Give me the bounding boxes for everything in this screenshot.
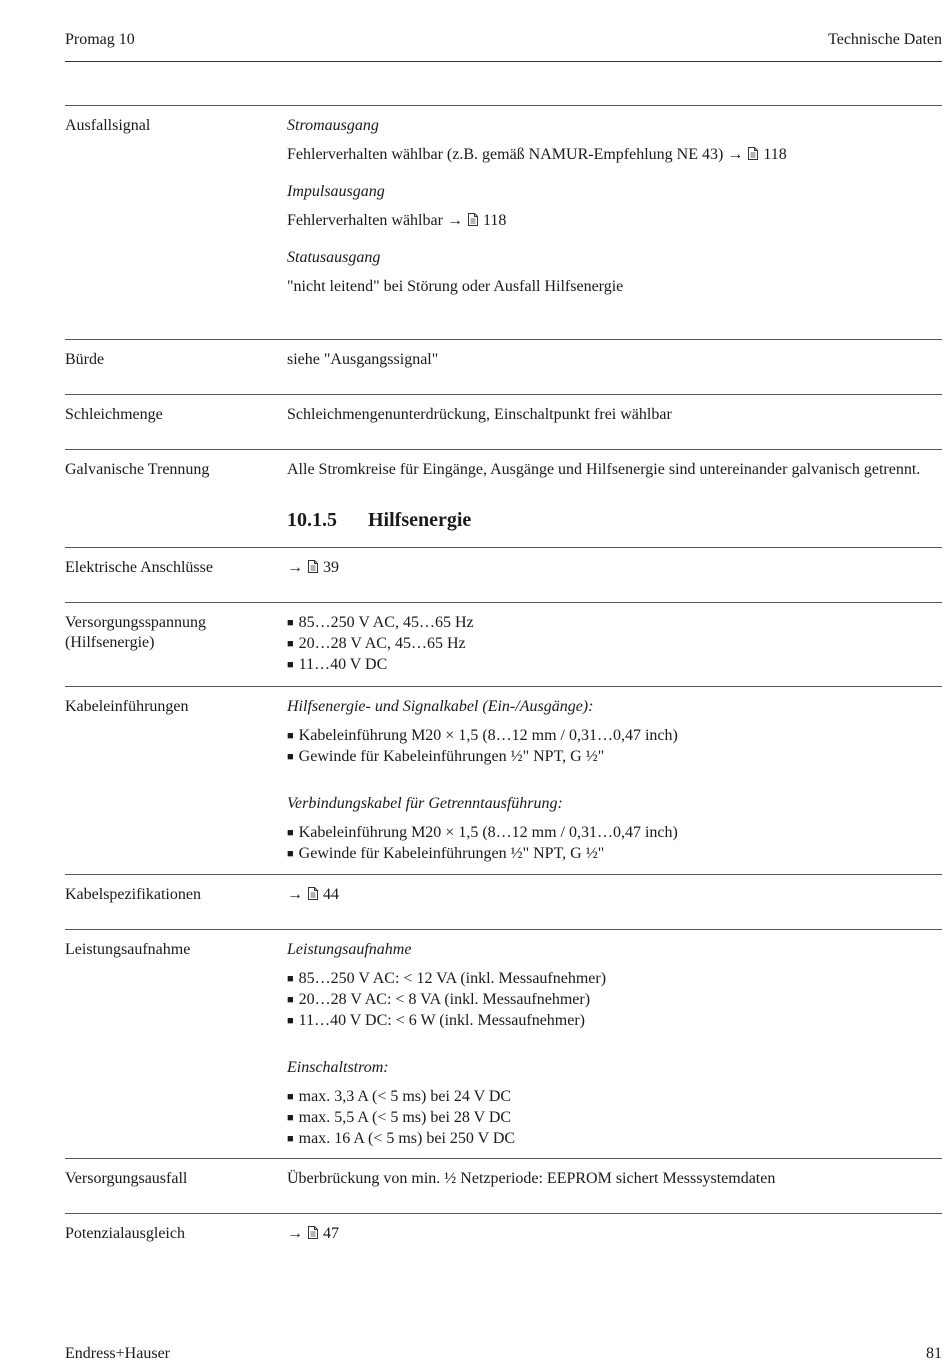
row-value: Schleichmengenunterdrückung, Einschaltpunkt frei wählbar [287,406,672,423]
row-label: Potenzialausgleich [65,1225,185,1242]
text-line: Fehlerverhalten wählbar → 118 [287,212,507,229]
row-value [287,558,942,578]
row-elektrische-anschluesse [65,547,942,576]
section-heading [287,509,471,532]
page-icon [748,147,758,160]
row-value [287,940,942,1150]
row-value: Überbrückung von min. ½ Netzperiode: EEPROM sichert Messsystemdaten [287,1170,776,1187]
list-item: ■ max. 3,3 A (< 5 ms) bei 24 V DC [287,1087,942,1108]
list-item: ■ 20…28 V AC: < 8 VA (inkl. Messaufnehmer) [287,990,942,1011]
row-kabelspezifikationen [65,874,942,903]
row-label: Versorgungsausfall [65,1170,188,1187]
row-label: Kabeleinführungen [65,698,189,715]
row-value: Alle Stromkreise für Eingänge, Ausgänge und Hilfsenergie sind untereinander galvanisch getrennt. [287,461,921,478]
subheading: Verbindungskabel für Getrenntausführung: [287,795,563,812]
list-item: ■ 11…40 V DC [287,655,942,676]
section-title: Hilfsenergie [368,509,472,531]
row-label: Elektrische Anschlüsse [65,559,213,576]
row-value [287,613,942,676]
page-icon [468,213,478,226]
page-reference[interactable]: → 39 [287,559,339,576]
row-potenzialausgleich [65,1213,942,1242]
list-item: ■ 20…28 V AC, 45…65 Hz [287,634,942,655]
text-line: Fehlerverhalten wählbar (z.B. gemäß NAMUR-Empfehlung NE 43) → 118 [287,146,787,163]
row-schleichmenge [65,394,942,423]
footer-brand: Endress+Hauser [65,1345,170,1362]
subheading: Stromausgang [287,117,379,134]
page-reference[interactable]: → 118 [727,146,787,163]
row-value: siehe "Ausgangssignal" [287,351,439,368]
row-label: Leistungsaufnahme [65,941,191,958]
list-item: ■ Kabeleinführung M20 × 1,5 (8…12 mm / 0,31…0,47 inch) [287,823,942,844]
subheading: Statusausgang [287,249,381,266]
row-label: Kabelspezifikationen [65,886,201,903]
page-icon [308,560,318,573]
section-number: 10.1.5 [287,509,337,531]
row-value [287,116,942,297]
list-item: ■ Gewinde für Kabeleinführungen ½" NPT, G ½" [287,844,942,865]
row-versorgungsausfall [65,1158,942,1187]
row-value [287,697,942,865]
header-product: Promag 10 [65,31,135,48]
page-reference[interactable]: → 44 [287,886,339,903]
list-item: ■ 85…250 V AC, 45…65 Hz [287,613,942,634]
row-label: Galvanische Trennung [65,461,210,478]
row-value [287,885,942,905]
row-galvanische-trennung [65,449,942,478]
row-kabeleinfuehrungen [65,686,942,862]
page-reference[interactable]: → 118 [446,212,507,229]
list-item: ■ 85…250 V AC: < 12 VA (inkl. Messaufnehmer) [287,969,942,990]
row-label: Ausfallsignal [65,117,151,134]
text-line: "nicht leitend" bei Störung oder Ausfall Hilfsenergie [287,278,624,295]
row-ausfallsignal [65,105,942,295]
page-reference[interactable]: → 47 [287,1225,339,1242]
row-leistungsaufnahme [65,929,942,1147]
row-label: Bürde [65,351,105,368]
page-icon [308,1226,318,1239]
subheading: Leistungsaufnahme [287,941,412,958]
page-header [65,31,942,62]
row-value [287,1224,942,1244]
header-chapter: Technische Daten [828,31,942,48]
row-versorgungsspannung [65,602,942,673]
list-item: ■ max. 5,5 A (< 5 ms) bei 28 V DC [287,1108,942,1129]
row-buerde [65,339,942,368]
list-item: ■ max. 16 A (< 5 ms) bei 250 V DC [287,1129,942,1150]
subheading: Einschaltstrom: [287,1059,389,1076]
subheading: Impulsausgang [287,183,385,200]
list-item: ■ Kabeleinführung M20 × 1,5 (8…12 mm / 0,31…0,47 inch) [287,726,942,747]
row-label: Versorgungsspannung (Hilfsenergie) [65,614,207,651]
list-item: ■ Gewinde für Kabeleinführungen ½" NPT, G ½" [287,747,942,768]
page-number: 81 [926,1345,942,1362]
list-item: ■ 11…40 V DC: < 6 W (inkl. Messaufnehmer) [287,1011,942,1032]
subheading: Hilfsenergie- und Signalkabel (Ein-/Ausgänge): [287,698,594,715]
page-icon [308,887,318,900]
row-label: Schleichmenge [65,406,163,423]
